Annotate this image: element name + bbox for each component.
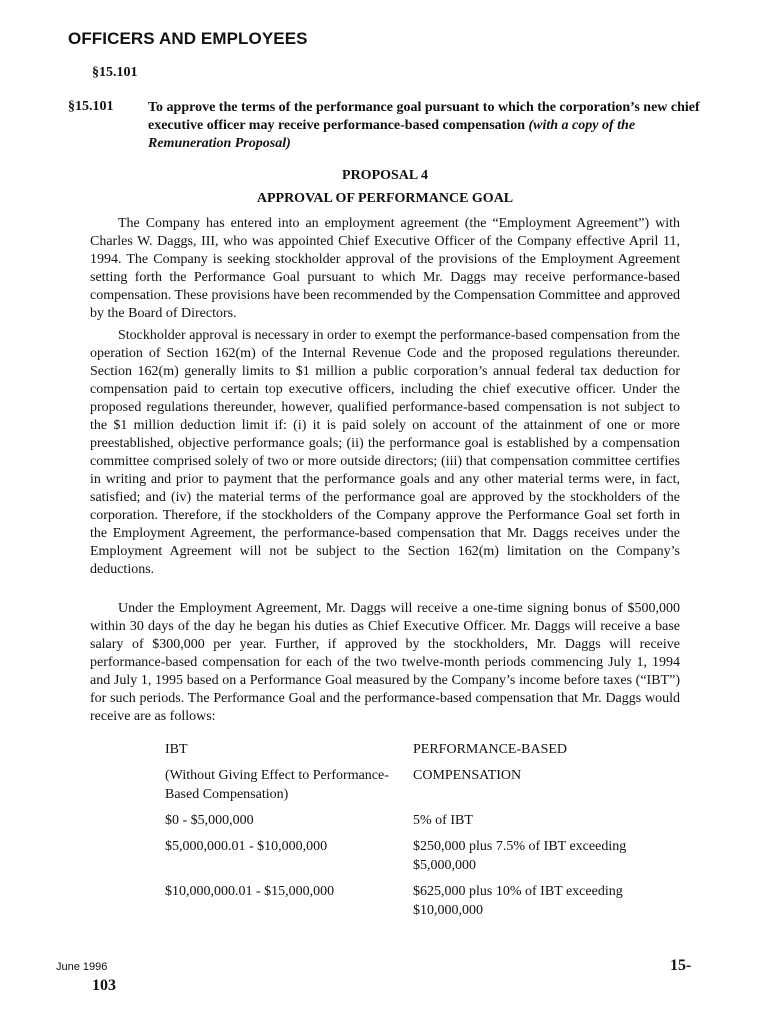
table-header-ibt: IBT bbox=[165, 742, 188, 757]
proposal-heading: PROPOSAL 4 bbox=[342, 168, 428, 183]
paragraph-stockholder-approval: Stockholder approval is necessary in order to exempt the performance-based compensation from the operation of Section 162(m) of the Internal Revenue Code and the proposed regulations thereunder. Section 162(m) generally limits to $1 million a public corporation’s annual federal tax deduction for compensation paid to certain top executive officers, including the chief executive officer. Under the proposed regulations thereunder, however, qualified performance-based compensation is not subject to the $1 million deduction limit if: (i) it is paid solely on account of the attainment of one or more preestablished, objective performance goals; (ii) the performance goal is established by a compensation committee comprised solely of two or more outside directors; (iii) that compensation committee certifies in writing and prior to payment that the performance goals and any other material terms were, in fact, satisfied; and (iv) the material terms of the performance goal are approved by the stockholders of the corporation. Therefore, if the stockholders of the Company approve the Performance Goal set forth in the Employment Agreement, the performance-based compensation that Mr. Daggs receives under the Employment Agreement will not be subject to the Section 162(m) limitation on the Company’s deductions. bbox=[90, 328, 680, 577]
entry-title-bold: To approve the terms of the performance goal pursuant to which the corporation’s new chief executive officer may receive performance-based compensation bbox=[148, 100, 700, 133]
paragraph-compensation-terms: Under the Employment Agreement, Mr. Daggs will receive a one-time signing bonus of $500,000 within 30 days of the day he began his duties as Chief Executive Officer. Mr. Daggs will receive a base salary of $300,000 per year. Further, if approved by the stockholders, Mr. Daggs will receive performance-based compensation for each of the two twelve-month periods commencing July 1, 1994 and July 1, 1995 based on a Performance Goal measured by the Company’s income before taxes (“IBT”) for such periods. The Performance Goal and the performance-based compensation that Mr. Daggs would receive are as follows: bbox=[90, 601, 680, 724]
table-cell-range: $10,000,000.01 - $15,000,000 bbox=[165, 884, 335, 899]
table-row bbox=[160, 882, 653, 927]
table-cell-range: $0 - $5,000,000 bbox=[165, 813, 254, 828]
proposal-subheading: APPROVAL OF PERFORMANCE GOAL bbox=[256, 191, 514, 206]
entry-title-italic: (with a copy of the Remuneration Proposal) bbox=[148, 118, 636, 151]
paragraph-employment-agreement: The Company has entered into an employment agreement (the “Employment Agreement”) with Charles W. Daggs, III, who was appointed Chief Executive Officer of the Company effective April 11, 1994. The Company is seeking stockholder approval of the provisions of the Employment Agreement setting forth the Performance Goal pursuant to which Mr. Daggs may receive performance-based compensation. These provisions have been recommended by the Compensation Committee and approved by the Board of Directors. bbox=[90, 216, 680, 321]
table-header-row bbox=[160, 740, 653, 766]
table-header-compensation: PERFORMANCE-BASED bbox=[413, 742, 568, 757]
table-subheader-row bbox=[160, 766, 653, 811]
table-cell-compensation: $625,000 plus 10% of IBT exceeding $10,000,000 bbox=[413, 884, 623, 918]
table-row bbox=[160, 837, 653, 882]
footer-chapter-number: 15- bbox=[670, 957, 692, 974]
section-reference: §15.101 bbox=[92, 65, 138, 80]
section-title: OFFICERS AND EMPLOYEES bbox=[68, 29, 308, 48]
table-row bbox=[160, 811, 653, 837]
table-subheader-ibt: (Without Giving Effect to Performance-Based Compensation) bbox=[165, 768, 389, 802]
footer-page-number: 103 bbox=[92, 977, 116, 994]
table-cell-compensation: 5% of IBT bbox=[413, 813, 473, 828]
entry-number: §15.101 bbox=[68, 99, 114, 114]
performance-goal-table bbox=[160, 740, 653, 927]
table-subheader-compensation: COMPENSATION bbox=[413, 768, 522, 783]
table-cell-compensation: $250,000 plus 7.5% of IBT exceeding $5,000,000 bbox=[413, 839, 627, 873]
entry-title bbox=[148, 99, 720, 153]
table-cell-range: $5,000,000.01 - $10,000,000 bbox=[165, 839, 328, 854]
footer-date: June 1996 bbox=[56, 961, 108, 973]
